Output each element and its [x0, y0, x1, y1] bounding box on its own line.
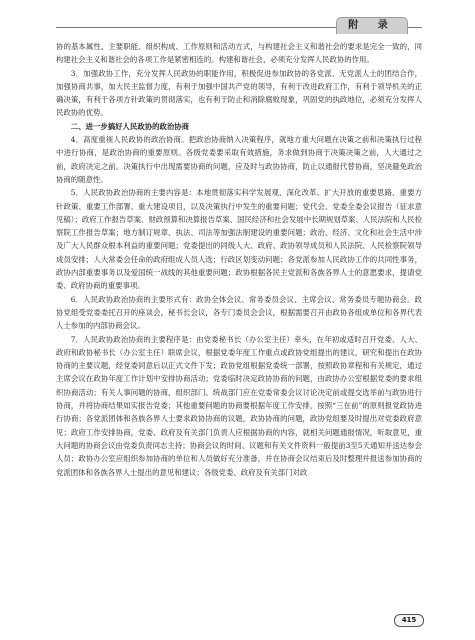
- paragraph: 3．加强政协工作，充分发挥人民政协的职能作用，积极促进参加政协的各党派、无党派人士的团结合作，加强协商共事，加大民主监督力度，有利于加强中国共产党的领导，有利于改进政府工作，有利于领导机关的正确决策，有利于各项方针政策的贯彻落实，也有利于防止和消除腐败现象，巩固党的执政地位，必须充分发挥人民政协的优势。: [56, 68, 422, 118]
- page-number: 415: [394, 614, 424, 627]
- paragraph: 4．高度重视人民政协的政治协商。把政治协商纳入决策程序，就地方重大问题在决策之前和决策执行过程中进行协商，是政治协商的重要原则。各级党委要采取有效措施，务求做到协商于决策决策之前，人大通过之前，政府决定之前。决策执行中出现需要协商的问题，应及时与政协协商，防止以通报代替协商，坚决避免政治协商的随意性。: [56, 135, 422, 184]
- main-text: [56, 40, 422, 479]
- section-heading: 二、进一步搞好人民政协的政治协商: [70, 121, 190, 131]
- paragraph: 6．人民政协政治协商的主要形式有：政协全体会议、常务委员会议、主席会议、常务委员专题协商会。政协党组受党委委托召开的座谈会，秘书长会议，各专门委员会会议，根据需要召开由政协各组成单位和各界代表人士参加的内部协商会议。: [56, 294, 422, 331]
- paragraph: 7．人民政协政治协商的主要程序是：由党委秘书长（办公室主任）牵头，在年初或适时召开党委、人大、政府和政协秘书长（办公室主任）联席会议，根据党委年度工作重点或政协党组提出的建议，研究和提出在政协协商的主要议题，经党委同意后以正式文件下发；政协党组根据党委统一部署，按照政协章程和有关规定，通过主席会议在政协年度工作计划中安排协商活动；党委临时决定政协协商的问题，由政协办公室根据党委的要求组织协商活动；有关人事问题的协商，组织部门、统战部门应在党委常委会议讨论决定前或提交选举前与政协进行协商，并将协商结果如实报告党委；其他重要问题的协商要根据年度工作安排，按照“三在前”的原则报党政协进行协商；各党派团体和各族各界人士要求政协协商的议题，政协协商的问题，政协党组要及时提出对党委政府意见；政府工作安排协商，党委、政府及有关部门负责人应根据协商的内容，就相关问题通报情况，听取意见，重大问题的协商会议由党委负责同志主持；协商会议的时间、议题和有关文件资料一般提前3至5天通知并送达参会人员；政协办公室应组织参加协商的单位和人员做好充分准备，并在协商会议结束后及时整理并报送参加协商的党派团体和各族各界人士提出的意见和建议；各级党委、政府及有关部门对政: [56, 334, 422, 477]
- paragraph: 5．人民政协政治协商的主要内容是：本地贯彻落实科学发展观、深化改革、扩大开放的重要思路、重要方针政策、重要工作部署、重大建设项目，以及决策执行中发生的重要问题；党代会、党委全委会议报告（征求意见稿）；政府工作报告草案、财政预算和决算报告草案、国民经济和社会发展中长期规划草案、人民法院和人民检察院工作报告草案；地方制订规章、执法、司法等加强法制建设的重要问题；政治、经济、文化和社会生活中涉及广大人民群众根本利益的重要问题；党委提出的同级人大、政府、政协领导成员和人民法院、人民检察院领导成员安排；人大常委会任命的政府组成人员人选；行政区划变动问题；各党派参加人民政协工作的共同性事务，政协内部重要事务以及爱国统一战线的其他重要问题；政协根据各民主党派和各族各界人士的意愿要求，提请党委、政府协商的重要事项。: [56, 188, 422, 291]
- paragraph: 协的基本属性、主要职能、组织构成、工作原则和活动方式，与构建社会主义和谐社会的要求是完全一致的，同构建社会主义和谐社会的各项工作是紧密相连的。构建和谐社会，必须充分发挥人民政协的作用。: [56, 42, 422, 65]
- running-header-tab: 附 录: [336, 17, 408, 34]
